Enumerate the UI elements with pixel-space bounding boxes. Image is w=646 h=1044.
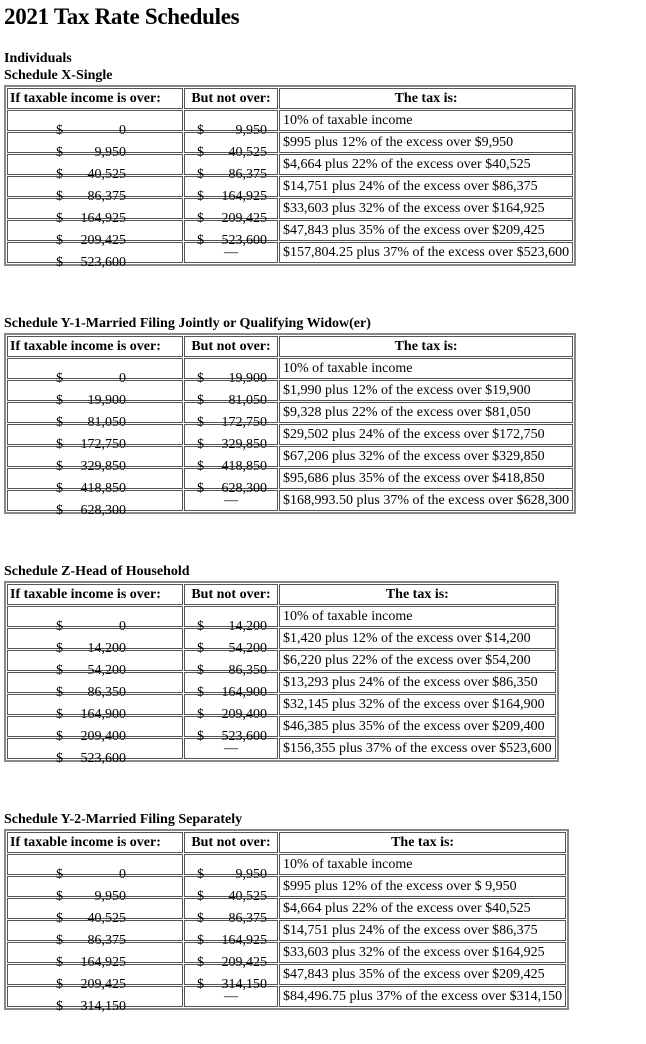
not-over-value: 314,150 xyxy=(221,976,267,992)
header-tax: The tax is: xyxy=(279,584,556,605)
tax-description-cell: $84,496.75 plus 37% of the excess over $314,150 xyxy=(279,986,566,1007)
table-row xyxy=(7,920,566,941)
currency-symbol: $ xyxy=(56,998,63,1014)
currency-symbol: $ xyxy=(197,684,204,700)
table-row xyxy=(7,446,573,467)
not-over-value: 164,925 xyxy=(221,188,267,204)
tax-description-cell: $156,355 plus 37% of the excess over $523,600 xyxy=(279,738,556,759)
tax-description-cell: $6,220 plus 22% of the excess over $54,200 xyxy=(279,650,556,671)
not-over-cell xyxy=(184,942,278,970)
over-cell xyxy=(7,898,183,926)
over-cell xyxy=(7,176,183,204)
tax-description-cell: $157,804.25 plus 37% of the excess over $523,600 xyxy=(279,242,573,263)
table-row xyxy=(7,358,573,379)
not-over-cell: — xyxy=(184,738,278,759)
currency-symbol: $ xyxy=(197,414,204,430)
tax-description-cell: $46,385 plus 35% of the excess over $209,400 xyxy=(279,716,556,737)
header-not-over: But not over: xyxy=(184,584,278,605)
currency-symbol: $ xyxy=(197,866,204,882)
table-row xyxy=(7,424,573,445)
not-over-value: 164,900 xyxy=(221,684,267,700)
over-value: 164,925 xyxy=(80,210,126,226)
not-over-value: 40,525 xyxy=(228,888,267,904)
currency-symbol: $ xyxy=(56,480,63,496)
tax-description-cell: $67,206 plus 32% of the excess over $329,850 xyxy=(279,446,573,467)
schedule-title: Schedule Y-1-Married Filing Jointly or Qualifying Widow(er) xyxy=(4,316,371,331)
currency-symbol: $ xyxy=(197,480,204,496)
currency-symbol: $ xyxy=(197,618,204,634)
tax-description-cell: $168,993.50 plus 37% of the excess over $628,300 xyxy=(279,490,573,511)
over-value: 164,925 xyxy=(80,954,126,970)
currency-symbol: $ xyxy=(56,458,63,474)
schedule-x xyxy=(4,68,576,270)
individuals-label: Individuals xyxy=(4,51,72,66)
over-cell xyxy=(7,358,183,386)
not-over-cell xyxy=(184,198,278,226)
table-row xyxy=(7,110,573,131)
not-over-cell xyxy=(184,424,278,452)
over-cell xyxy=(7,650,183,678)
not-over-cell xyxy=(184,176,278,204)
currency-symbol: $ xyxy=(56,662,63,678)
table-header-row xyxy=(7,88,573,109)
over-cell xyxy=(7,876,183,904)
table-row xyxy=(7,490,573,511)
tax-description-cell: $33,603 plus 32% of the excess over $164,925 xyxy=(279,942,566,963)
table-row xyxy=(7,964,566,985)
tax-description-cell: 10% of taxable income xyxy=(279,110,573,131)
tax-table xyxy=(4,85,576,270)
not-over-value: 329,850 xyxy=(221,436,267,452)
currency-symbol: $ xyxy=(56,232,63,248)
schedule-y1 xyxy=(4,316,576,518)
over-cell xyxy=(7,242,183,270)
not-over-value: 19,900 xyxy=(228,370,267,386)
over-cell xyxy=(7,986,183,1014)
not-over-cell xyxy=(184,358,278,386)
not-over-value: 54,200 xyxy=(228,640,267,656)
not-over-cell xyxy=(184,446,278,474)
over-cell xyxy=(7,468,183,496)
not-over-cell xyxy=(184,920,278,948)
header-not-over: But not over: xyxy=(184,88,278,109)
over-value: 628,300 xyxy=(80,502,126,518)
over-cell xyxy=(7,738,183,766)
over-cell xyxy=(7,628,183,656)
over-value: 86,375 xyxy=(87,932,126,948)
table-row xyxy=(7,468,573,489)
over-cell xyxy=(7,402,183,430)
table-row xyxy=(7,242,573,263)
table-row xyxy=(7,942,566,963)
currency-symbol: $ xyxy=(56,640,63,656)
not-over-value: 209,425 xyxy=(221,954,267,970)
over-value: 81,050 xyxy=(87,414,126,430)
not-over-value: 9,950 xyxy=(235,866,267,882)
over-value: 209,425 xyxy=(80,976,126,992)
currency-symbol: $ xyxy=(197,188,204,204)
currency-symbol: $ xyxy=(197,166,204,182)
table-row xyxy=(7,716,556,737)
currency-symbol: $ xyxy=(197,392,204,408)
table-row xyxy=(7,380,573,401)
header-over: If taxable income is over: xyxy=(7,832,183,853)
table-row xyxy=(7,176,573,197)
table-row xyxy=(7,606,556,627)
currency-symbol: $ xyxy=(56,166,63,182)
over-value: 172,750 xyxy=(80,436,126,452)
over-value: 54,200 xyxy=(87,662,126,678)
not-over-value: 14,200 xyxy=(228,618,267,634)
not-over-value: 9,950 xyxy=(235,122,267,138)
over-value: 314,150 xyxy=(80,998,126,1014)
tax-description-cell: $32,145 plus 32% of the excess over $164,900 xyxy=(279,694,556,715)
not-over-value: 523,600 xyxy=(221,232,267,248)
currency-symbol: $ xyxy=(197,954,204,970)
not-over-cell xyxy=(184,964,278,992)
currency-symbol: $ xyxy=(56,188,63,204)
not-over-value: 172,750 xyxy=(221,414,267,430)
not-over-cell: — xyxy=(184,242,278,263)
over-value: 418,850 xyxy=(80,480,126,496)
currency-symbol: $ xyxy=(197,370,204,386)
tax-description-cell: $4,664 plus 22% of the excess over $40,525 xyxy=(279,898,566,919)
currency-symbol: $ xyxy=(56,976,63,992)
currency-symbol: $ xyxy=(56,502,63,518)
schedule-title: Schedule Y-2-Married Filing Separately xyxy=(4,812,243,827)
over-cell xyxy=(7,606,183,634)
schedule-title: Schedule X-Single xyxy=(4,68,113,83)
currency-symbol: $ xyxy=(56,954,63,970)
over-cell xyxy=(7,490,183,518)
over-cell xyxy=(7,854,183,882)
currency-symbol: $ xyxy=(197,458,204,474)
table-row xyxy=(7,694,556,715)
over-cell xyxy=(7,920,183,948)
table-row xyxy=(7,628,556,649)
page-title: 2021 Tax Rate Schedules xyxy=(4,4,240,29)
over-value: 9,950 xyxy=(94,144,126,160)
currency-symbol: $ xyxy=(197,976,204,992)
not-over-cell xyxy=(184,898,278,926)
not-over-cell xyxy=(184,154,278,182)
over-value: 329,850 xyxy=(80,458,126,474)
currency-symbol: $ xyxy=(56,436,63,452)
over-cell xyxy=(7,424,183,452)
currency-symbol: $ xyxy=(56,392,63,408)
table-row xyxy=(7,402,573,423)
over-value: 209,425 xyxy=(80,232,126,248)
currency-symbol: $ xyxy=(197,640,204,656)
table-row xyxy=(7,198,573,219)
over-value: 164,900 xyxy=(80,706,126,722)
not-over-value: 40,525 xyxy=(228,144,267,160)
header-tax: The tax is: xyxy=(279,832,566,853)
tax-description-cell: $4,664 plus 22% of the excess over $40,525 xyxy=(279,154,573,175)
tax-description-cell: $995 plus 12% of the excess over $9,950 xyxy=(279,132,573,153)
currency-symbol: $ xyxy=(197,662,204,678)
not-over-cell xyxy=(184,132,278,160)
header-not-over: But not over: xyxy=(184,336,278,357)
over-cell xyxy=(7,380,183,408)
not-over-value: 86,375 xyxy=(228,166,267,182)
currency-symbol: $ xyxy=(197,910,204,926)
tax-description-cell: $14,751 plus 24% of the excess over $86,375 xyxy=(279,920,566,941)
currency-symbol: $ xyxy=(56,706,63,722)
header-tax: The tax is: xyxy=(279,336,573,357)
not-over-cell xyxy=(184,402,278,430)
tax-description-cell: $47,843 plus 35% of the excess over $209,425 xyxy=(279,220,573,241)
currency-symbol: $ xyxy=(56,728,63,744)
currency-symbol: $ xyxy=(56,684,63,700)
schedule-z xyxy=(4,564,559,766)
not-over-value: 628,300 xyxy=(221,480,267,496)
currency-symbol: $ xyxy=(56,414,63,430)
not-over-value: 209,400 xyxy=(221,706,267,722)
tax-table xyxy=(4,581,559,766)
not-over-value: 86,350 xyxy=(228,662,267,678)
table-row xyxy=(7,738,556,759)
over-value: 209,400 xyxy=(80,728,126,744)
tax-description-cell: 10% of taxable income xyxy=(279,606,556,627)
header-over: If taxable income is over: xyxy=(7,336,183,357)
tax-description-cell: $33,603 plus 32% of the excess over $164,925 xyxy=(279,198,573,219)
not-over-value: 209,425 xyxy=(221,210,267,226)
over-value: 40,525 xyxy=(87,166,126,182)
currency-symbol: $ xyxy=(56,932,63,948)
currency-symbol: $ xyxy=(56,122,63,138)
not-over-cell xyxy=(184,876,278,904)
not-over-cell xyxy=(184,854,278,882)
currency-symbol: $ xyxy=(197,932,204,948)
over-value: 9,950 xyxy=(94,888,126,904)
over-cell xyxy=(7,198,183,226)
not-over-value: 164,925 xyxy=(221,932,267,948)
not-over-cell xyxy=(184,110,278,138)
tax-description-cell: $14,751 plus 24% of the excess over $86,375 xyxy=(279,176,573,197)
currency-symbol: $ xyxy=(56,866,63,882)
not-over-cell xyxy=(184,672,278,700)
over-value: 40,525 xyxy=(87,910,126,926)
over-value: 19,900 xyxy=(87,392,126,408)
currency-symbol: $ xyxy=(56,888,63,904)
tax-description-cell: $9,328 plus 22% of the excess over $81,050 xyxy=(279,402,573,423)
not-over-cell xyxy=(184,468,278,496)
over-cell xyxy=(7,110,183,138)
tax-table xyxy=(4,333,576,518)
tax-description-cell: 10% of taxable income xyxy=(279,358,573,379)
not-over-cell xyxy=(184,628,278,656)
over-value: 14,200 xyxy=(87,640,126,656)
table-row xyxy=(7,650,556,671)
tax-description-cell: $13,293 plus 24% of the excess over $86,350 xyxy=(279,672,556,693)
over-cell xyxy=(7,446,183,474)
tax-table xyxy=(4,829,569,1014)
not-over-value: 81,050 xyxy=(228,392,267,408)
currency-symbol: $ xyxy=(56,144,63,160)
not-over-cell xyxy=(184,650,278,678)
table-row xyxy=(7,132,573,153)
over-value: 523,600 xyxy=(80,750,126,766)
header-tax: The tax is: xyxy=(279,88,573,109)
over-cell xyxy=(7,154,183,182)
table-header-row xyxy=(7,336,573,357)
currency-symbol: $ xyxy=(56,910,63,926)
table-row xyxy=(7,220,573,241)
over-cell xyxy=(7,220,183,248)
over-value: 0 xyxy=(119,618,126,634)
schedule-y2 xyxy=(4,812,569,1014)
tax-description-cell: $995 plus 12% of the excess over $ 9,950 xyxy=(279,876,566,897)
header-not-over: But not over: xyxy=(184,832,278,853)
over-cell xyxy=(7,964,183,992)
header-over: If taxable income is over: xyxy=(7,88,183,109)
currency-symbol: $ xyxy=(197,706,204,722)
currency-symbol: $ xyxy=(197,210,204,226)
over-cell xyxy=(7,942,183,970)
over-cell xyxy=(7,132,183,160)
not-over-value: 418,850 xyxy=(221,458,267,474)
over-cell xyxy=(7,672,183,700)
over-cell xyxy=(7,716,183,744)
not-over-cell xyxy=(184,716,278,744)
tax-description-cell: $29,502 plus 24% of the excess over $172,750 xyxy=(279,424,573,445)
table-row xyxy=(7,898,566,919)
over-value: 0 xyxy=(119,866,126,882)
not-over-cell xyxy=(184,694,278,722)
table-header-row xyxy=(7,584,556,605)
header-over: If taxable income is over: xyxy=(7,584,183,605)
table-row xyxy=(7,986,566,1007)
over-cell xyxy=(7,694,183,722)
over-value: 0 xyxy=(119,370,126,386)
not-over-cell xyxy=(184,380,278,408)
tax-description-cell: $1,990 plus 12% of the excess over $19,900 xyxy=(279,380,573,401)
table-row xyxy=(7,876,566,897)
currency-symbol: $ xyxy=(197,122,204,138)
table-row xyxy=(7,854,566,875)
not-over-cell: — xyxy=(184,986,278,1007)
currency-symbol: $ xyxy=(56,750,63,766)
tax-description-cell: $1,420 plus 12% of the excess over $14,200 xyxy=(279,628,556,649)
over-value: 86,375 xyxy=(87,188,126,204)
currency-symbol: $ xyxy=(197,436,204,452)
not-over-value: 523,600 xyxy=(221,728,267,744)
table-header-row xyxy=(7,832,566,853)
tax-description-cell: $47,843 plus 35% of the excess over $209,425 xyxy=(279,964,566,985)
tax-description-cell: 10% of taxable income xyxy=(279,854,566,875)
currency-symbol: $ xyxy=(197,144,204,160)
currency-symbol: $ xyxy=(56,370,63,386)
currency-symbol: $ xyxy=(56,210,63,226)
table-row xyxy=(7,672,556,693)
currency-symbol: $ xyxy=(197,728,204,744)
not-over-cell xyxy=(184,606,278,634)
over-value: 86,350 xyxy=(87,684,126,700)
not-over-cell xyxy=(184,220,278,248)
currency-symbol: $ xyxy=(56,618,63,634)
over-value: 523,600 xyxy=(80,254,126,270)
table-row xyxy=(7,154,573,175)
currency-symbol: $ xyxy=(197,888,204,904)
not-over-value: 86,375 xyxy=(228,910,267,926)
currency-symbol: $ xyxy=(197,232,204,248)
tax-description-cell: $95,686 plus 35% of the excess over $418,850 xyxy=(279,468,573,489)
schedule-title: Schedule Z-Head of Household xyxy=(4,564,190,579)
not-over-cell: — xyxy=(184,490,278,511)
currency-symbol: $ xyxy=(56,254,63,270)
over-value: 0 xyxy=(119,122,126,138)
